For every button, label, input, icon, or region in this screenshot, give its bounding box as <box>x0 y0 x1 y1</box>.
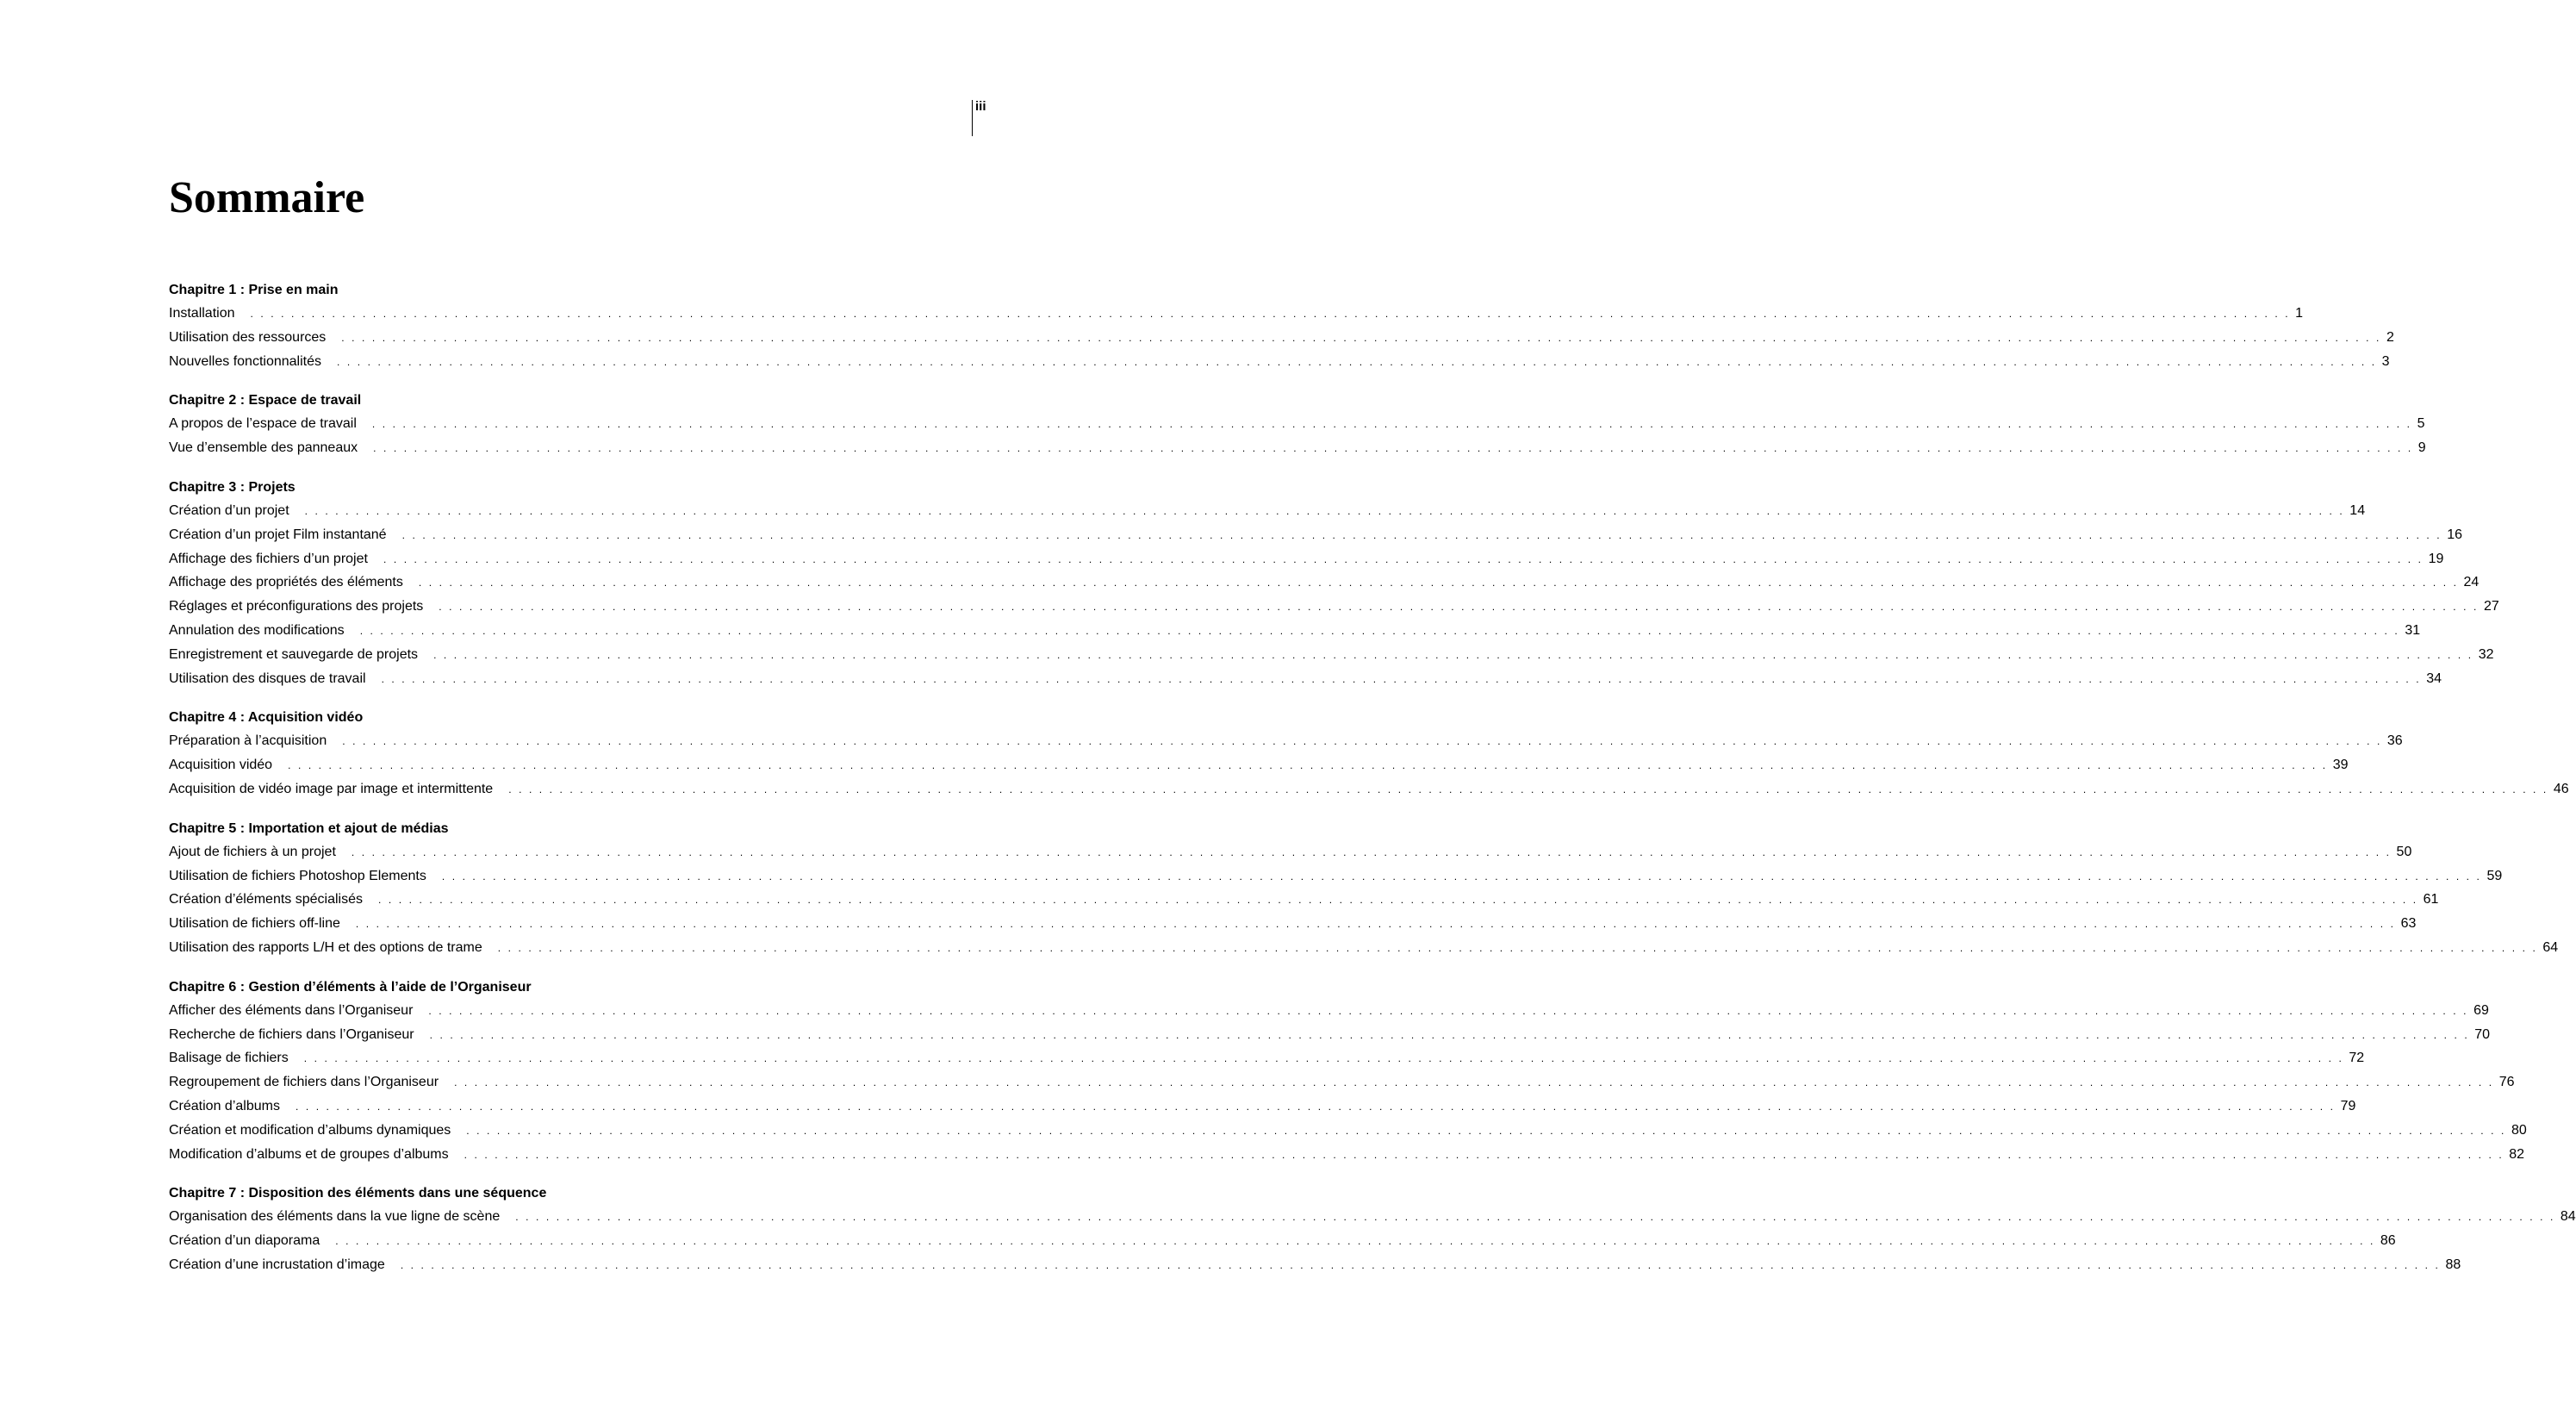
dot-leader: . . . . . . . . . . . . . . . . . . . . . . . . . . . . . . . . . . . . . . . . . . . . . . . . . . . . . . . . . . . . . . . . . . . . . . . . . . . . . . . . . . . . . . . . . . . . . . . . . . . . . . . . . . . . . . . . . . . . . . . . . . . . . . . . . . . . . . . . . . . . . . . . . . . . . . . . . . . . . . . . . . . . . . . . . . . . . . . . . . . . . . . . . . . . . . . . . . . . . . . . <box>441 870 2482 883</box>
toc-entry-page-number[interactable]: 72 <box>2349 1051 2365 1066</box>
page-title: Sommaire <box>169 173 365 222</box>
toc-entry-label[interactable]: Affichage des propriétés des éléments <box>169 575 403 590</box>
toc-entry-label[interactable]: Affichage des fichiers d’un projet <box>169 551 368 566</box>
toc-entry[interactable] <box>169 888 2439 912</box>
dot-leader: . . . . . . . . . . . . . . . . . . . . . . . . . . . . . . . . . . . . . . . . . . . . . . . . . . . . . . . . . . . . . . . . . . . . . . . . . . . . . . . . . . . . . . . . . . . . . . . . . . . . . . . . . . . . . . . . . . . . . . . . . . . . . . . . . . . . . . . . . . . . . . . . . . . . . . . . . . . . . . . . . . . . . . . . . . . . . . . . . . . . . . . . . . . . . . . . . . . . . . . . <box>378 894 2418 907</box>
toc-entry-page-number[interactable]: 70 <box>2474 1026 2491 1042</box>
toc-entry-label[interactable]: Modification d’albums et de groupes d’albums <box>169 1146 449 1162</box>
toc-entry-label[interactable]: Utilisation des rapports L/H et des options de trame <box>169 939 482 955</box>
toc-entry[interactable] <box>169 643 2494 667</box>
toc-entry[interactable] <box>169 1119 2527 1143</box>
dot-leader: . . . . . . . . . . . . . . . . . . . . . . . . . . . . . . . . . . . . . . . . . . . . . . . . . . . . . . . . . . . . . . . . . . . . . . . . . . . . . . . . . . . . . . . . . . . . . . . . . . . . . . . . . . . . . . . . . . . . . . . . . . . . . . . . . . . . . . . . . . . . . . . . . . . . . . . . . . . . . . . . . . . . . . . . . . . . . . . . . . . . . . . . . . . . . . . . . . . . . . . . <box>288 759 2328 772</box>
dot-leader: . . . . . . . . . . . . . . . . . . . . . . . . . . . . . . . . . . . . . . . . . . . . . . . . . . . . . . . . . . . . . . . . . . . . . . . . . . . . . . . . . . . . . . . . . . . . . . . . . . . . . . . . . . . . . . . . . . . . . . . . . . . . . . . . . . . . . . . . . . . . . . . . . . . . . . . . . . . . . . . . . . . . . . . . . . . . . . . . . . . . . . . . . . . . . . . . . . . . . . . . <box>383 552 2424 565</box>
toc-entry-label[interactable]: Création d’albums <box>169 1098 280 1113</box>
toc-entry-label[interactable]: Réglages et préconfigurations des projets <box>169 599 424 614</box>
toc-entry-page-number[interactable]: 16 <box>2447 527 2463 542</box>
toc-entry-page-number[interactable]: 3 <box>2381 353 2390 369</box>
toc-entry-label[interactable]: Utilisation de fichiers off-line <box>169 916 340 932</box>
toc-entry[interactable] <box>169 302 2304 326</box>
toc-entry[interactable] <box>169 595 2499 619</box>
toc-entry[interactable] <box>169 667 2442 691</box>
chapter-title[interactable]: Chapitre 2 : Espace de travail <box>169 393 362 409</box>
toc-entry[interactable] <box>169 350 2390 374</box>
toc-chapter <box>169 390 2426 460</box>
table-of-contents <box>169 279 2576 1294</box>
toc-entry-label[interactable]: Vue d’ensemble des panneaux <box>169 440 358 456</box>
toc-entry[interactable] <box>169 1070 2515 1095</box>
toc-entry[interactable] <box>169 326 2394 350</box>
dot-leader: . . . . . . . . . . . . . . . . . . . . . . . . . . . . . . . . . . . . . . . . . . . . . . . . . . . . . . . . . . . . . . . . . . . . . . . . . . . . . . . . . . . . . . . . . . . . . . . . . . . . . . . . . . . . . . . . . . . . . . . . . . . . . . . . . . . . . . . . . . . . . . . . . . . . . . . . . . . . . . . . . . . . . . . . . . . . . . . . . . . . . . . . . . . . . . . . . . . . . . . . <box>515 1211 2555 1224</box>
toc-entry-page-number[interactable]: 32 <box>2478 646 2494 662</box>
toc-entry-label[interactable]: Création d’un projet <box>169 502 289 518</box>
toc-entry-label[interactable]: Enregistrement et sauvegarde de projets <box>169 646 419 662</box>
chapter-title[interactable]: Chapitre 3 : Projets <box>169 479 296 495</box>
toc-entry-page-number[interactable]: 2 <box>2386 329 2394 345</box>
toc-entry-label[interactable]: Nouvelles fonctionnalités <box>169 353 321 369</box>
toc-chapter <box>169 477 2499 690</box>
toc-entry-page-number[interactable]: 84 <box>2560 1209 2576 1225</box>
toc-chapter <box>169 818 2559 960</box>
toc-entry-page-number[interactable]: 39 <box>2332 758 2349 773</box>
toc-entry-page-number[interactable]: 63 <box>2400 916 2417 932</box>
dot-leader: . . . . . . . . . . . . . . . . . . . . . . . . . . . . . . . . . . . . . . . . . . . . . . . . . . . . . . . . . . . . . . . . . . . . . . . . . . . . . . . . . . . . . . . . . . . . . . . . . . . . . . . . . . . . . . . . . . . . . . . . . . . . . . . . . . . . . . . . . . . . . . . . . . . . . . . . . . . . . . . . . . . . . . . . . . . . . . . . . . . . . . . . . . . . . . . . . . . . . . . . <box>497 941 2538 954</box>
toc-entry[interactable] <box>169 840 2412 864</box>
dot-leader: . . . . . . . . . . . . . . . . . . . . . . . . . . . . . . . . . . . . . . . . . . . . . . . . . . . . . . . . . . . . . . . . . . . . . . . . . . . . . . . . . . . . . . . . . . . . . . . . . . . . . . . . . . . . . . . . . . . . . . . . . . . . . . . . . . . . . . . . . . . . . . . . . . . . . . . . . . . . . . . . . . . . . . . . . . . . . . . . . . . . . . . . . . . . . . . . . . . . . . . . <box>250 308 2291 320</box>
dot-leader: . . . . . . . . . . . . . . . . . . . . . . . . . . . . . . . . . . . . . . . . . . . . . . . . . . . . . . . . . . . . . . . . . . . . . . . . . . . . . . . . . . . . . . . . . . . . . . . . . . . . . . . . . . . . . . . . . . . . . . . . . . . . . . . . . . . . . . . . . . . . . . . . . . . . . . . . . . . . . . . . . . . . . . . . . . . . . . . . . . . . . . . . . . . . . . . . . . . . . . . . <box>439 601 2479 614</box>
toc-chapter <box>169 279 2394 373</box>
chapter-title[interactable]: Chapitre 7 : Disposition des éléments dans une séquence <box>169 1186 547 1201</box>
toc-entry-label[interactable]: Création d’une incrustation d’image <box>169 1257 385 1272</box>
toc-entry-label[interactable]: Balisage de fichiers <box>169 1051 289 1066</box>
toc-entry[interactable] <box>169 436 2426 460</box>
toc-entry[interactable] <box>169 412 2425 436</box>
dot-leader: . . . . . . . . . . . . . . . . . . . . . . . . . . . . . . . . . . . . . . . . . . . . . . . . . . . . . . . . . . . . . . . . . . . . . . . . . . . . . . . . . . . . . . . . . . . . . . . . . . . . . . . . . . . . . . . . . . . . . . . . . . . . . . . . . . . . . . . . . . . . . . . . . . . . . . . . . . . . . . . . . . . . . . . . . . . . . . . . . . . . . . . . . . . . . . . . . . . . . . . . <box>429 1028 2470 1041</box>
toc-entry-page-number[interactable]: 5 <box>2417 416 2425 432</box>
toc-entry[interactable] <box>169 999 2489 1023</box>
dot-leader: . . . . . . . . . . . . . . . . . . . . . . . . . . . . . . . . . . . . . . . . . . . . . . . . . . . . . . . . . . . . . . . . . . . . . . . . . . . . . . . . . . . . . . . . . . . . . . . . . . . . . . . . . . . . . . . . . . . . . . . . . . . . . . . . . . . . . . . . . . . . . . . . . . . . . . . . . . . . . . . . . . . . . . . . . . . . . . . . . . . . . . . . . . . . . . . . . . . . . . . . <box>342 735 2382 748</box>
toc-entry-page-number[interactable]: 9 <box>2417 440 2426 456</box>
dot-leader: . . . . . . . . . . . . . . . . . . . . . . . . . . . . . . . . . . . . . . . . . . . . . . . . . . . . . . . . . . . . . . . . . . . . . . . . . . . . . . . . . . . . . . . . . . . . . . . . . . . . . . . . . . . . . . . . . . . . . . . . . . . . . . . . . . . . . . . . . . . . . . . . . . . . . . . . . . . . . . . . . . . . . . . . . . . . . . . . . . . . . . . . . . . . . . . . . . . . . . . . <box>466 1124 2506 1137</box>
dot-leader: . . . . . . . . . . . . . . . . . . . . . . . . . . . . . . . . . . . . . . . . . . . . . . . . . . . . . . . . . . . . . . . . . . . . . . . . . . . . . . . . . . . . . . . . . . . . . . . . . . . . . . . . . . . . . . . . . . . . . . . . . . . . . . . . . . . . . . . . . . . . . . . . . . . . . . . . . . . . . . . . . . . . . . . . . . . . . . . . . . . . . . . . . . . . . . . . . . . . . . . . <box>295 1100 2336 1113</box>
dot-leader: . . . . . . . . . . . . . . . . . . . . . . . . . . . . . . . . . . . . . . . . . . . . . . . . . . . . . . . . . . . . . . . . . . . . . . . . . . . . . . . . . . . . . . . . . . . . . . . . . . . . . . . . . . . . . . . . . . . . . . . . . . . . . . . . . . . . . . . . . . . . . . . . . . . . . . . . . . . . . . . . . . . . . . . . . . . . . . . . . . . . . . . . . . . . . . . . . . . . . . . . <box>454 1076 2494 1089</box>
toc-entry-label[interactable]: Utilisation des disques de travail <box>169 670 366 686</box>
toc-entry-label[interactable]: Regroupement de fichiers dans l’Organiseur <box>169 1075 439 1090</box>
dot-leader: . . . . . . . . . . . . . . . . . . . . . . . . . . . . . . . . . . . . . . . . . . . . . . . . . . . . . . . . . . . . . . . . . . . . . . . . . . . . . . . . . . . . . . . . . . . . . . . . . . . . . . . . . . . . . . . . . . . . . . . . . . . . . . . . . . . . . . . . . . . . . . . . . . . . . . . . . . . . . . . . . . . . . . . . . . . . . . . . . . . . . . . . . . . . . . . . . . . . . . . . <box>359 624 2400 637</box>
toc-entry[interactable] <box>169 571 2480 595</box>
toc-entry-page-number[interactable]: 80 <box>2511 1122 2527 1138</box>
dot-leader: . . . . . . . . . . . . . . . . . . . . . . . . . . . . . . . . . . . . . . . . . . . . . . . . . . . . . . . . . . . . . . . . . . . . . . . . . . . . . . . . . . . . . . . . . . . . . . . . . . . . . . . . . . . . . . . . . . . . . . . . . . . . . . . . . . . . . . . . . . . . . . . . . . . . . . . . . . . . . . . . . . . . . . . . . . . . . . . . . . . . . . . . . . . . . . . . . . . . . . . . <box>304 504 2345 517</box>
dot-leader: . . . . . . . . . . . . . . . . . . . . . . . . . . . . . . . . . . . . . . . . . . . . . . . . . . . . . . . . . . . . . . . . . . . . . . . . . . . . . . . . . . . . . . . . . . . . . . . . . . . . . . . . . . . . . . . . . . . . . . . . . . . . . . . . . . . . . . . . . . . . . . . . . . . . . . . . . . . . . . . . . . . . . . . . . . . . . . . . . . . . . . . . . . . . . . . . . . . . . . . . <box>400 1258 2441 1271</box>
dot-leader: . . . . . . . . . . . . . . . . . . . . . . . . . . . . . . . . . . . . . . . . . . . . . . . . . . . . . . . . . . . . . . . . . . . . . . . . . . . . . . . . . . . . . . . . . . . . . . . . . . . . . . . . . . . . . . . . . . . . . . . . . . . . . . . . . . . . . . . . . . . . . . . . . . . . . . . . . . . . . . . . . . . . . . . . . . . . . . . . . . . . . . . . . . . . . . . . . . . . . . . . <box>373 442 2413 455</box>
dot-leader: . . . . . . . . . . . . . . . . . . . . . . . . . . . . . . . . . . . . . . . . . . . . . . . . . . . . . . . . . . . . . . . . . . . . . . . . . . . . . . . . . . . . . . . . . . . . . . . . . . . . . . . . . . . . . . . . . . . . . . . . . . . . . . . . . . . . . . . . . . . . . . . . . . . . . . . . . . . . . . . . . . . . . . . . . . . . . . . . . . . . . . . . . . . . . . . . . . . . . . . . <box>351 845 2392 858</box>
toc-entry[interactable] <box>169 1143 2525 1167</box>
toc-entry-page-number[interactable]: 24 <box>2463 575 2480 590</box>
dot-leader: . . . . . . . . . . . . . . . . . . . . . . . . . . . . . . . . . . . . . . . . . . . . . . . . . . . . . . . . . . . . . . . . . . . . . . . . . . . . . . . . . . . . . . . . . . . . . . . . . . . . . . . . . . . . . . . . . . . . . . . . . . . . . . . . . . . . . . . . . . . . . . . . . . . . . . . . . . . . . . . . . . . . . . . . . . . . . . . . . . . . . . . . . . . . . . . . . . . . . . . . <box>401 528 2442 541</box>
dot-leader: . . . . . . . . . . . . . . . . . . . . . . . . . . . . . . . . . . . . . . . . . . . . . . . . . . . . . . . . . . . . . . . . . . . . . . . . . . . . . . . . . . . . . . . . . . . . . . . . . . . . . . . . . . . . . . . . . . . . . . . . . . . . . . . . . . . . . . . . . . . . . . . . . . . . . . . . . . . . . . . . . . . . . . . . . . . . . . . . . . . . . . . . . . . . . . . . . . . . . . . . <box>464 1148 2504 1161</box>
toc-entry-label[interactable]: Préparation à l’acquisition <box>169 733 327 749</box>
toc-entry[interactable] <box>169 912 2417 936</box>
toc-entry-label[interactable]: Utilisation des ressources <box>169 329 327 345</box>
toc-entry-label[interactable]: Organisation des éléments dans la vue ligne de scène <box>169 1209 501 1225</box>
toc-entry-label[interactable]: Création d’un diaporama <box>169 1233 320 1249</box>
dot-leader: . . . . . . . . . . . . . . . . . . . . . . . . . . . . . . . . . . . . . . . . . . . . . . . . . . . . . . . . . . . . . . . . . . . . . . . . . . . . . . . . . . . . . . . . . . . . . . . . . . . . . . . . . . . . . . . . . . . . . . . . . . . . . . . . . . . . . . . . . . . . . . . . . . . . . . . . . . . . . . . . . . . . . . . . . . . . . . . . . . . . . . . . . . . . . . . . . . . . . . . . <box>428 1004 2469 1017</box>
dot-leader: . . . . . . . . . . . . . . . . . . . . . . . . . . . . . . . . . . . . . . . . . . . . . . . . . . . . . . . . . . . . . . . . . . . . . . . . . . . . . . . . . . . . . . . . . . . . . . . . . . . . . . . . . . . . . . . . . . . . . . . . . . . . . . . . . . . . . . . . . . . . . . . . . . . . . . . . . . . . . . . . . . . . . . . . . . . . . . . . . . . . . . . . . . . . . . . . . . . . . . . . <box>381 672 2422 685</box>
toc-entry-page-number[interactable]: 19 <box>2428 551 2444 566</box>
dot-leader: . . . . . . . . . . . . . . . . . . . . . . . . . . . . . . . . . . . . . . . . . . . . . . . . . . . . . . . . . . . . . . . . . . . . . . . . . . . . . . . . . . . . . . . . . . . . . . . . . . . . . . . . . . . . . . . . . . . . . . . . . . . . . . . . . . . . . . . . . . . . . . . . . . . . . . . . . . . . . . . . . . . . . . . . . . . . . . . . . . . . . . . . . . . . . . . . . . . . . . . . <box>337 355 2377 368</box>
toc-entry[interactable] <box>169 1046 2365 1070</box>
toc-entry-label[interactable]: Afficher des éléments dans l’Organiseur <box>169 1002 414 1018</box>
toc-entry-label[interactable]: Utilisation de fichiers Photoshop Elements <box>169 868 426 883</box>
toc-entry-page-number[interactable]: 79 <box>2340 1098 2356 1113</box>
page-number: iii <box>975 99 986 114</box>
toc-entry[interactable] <box>169 619 2421 643</box>
toc-entry[interactable] <box>169 864 2503 889</box>
chapter-title[interactable]: Chapitre 1 : Prise en main <box>169 283 339 297</box>
chapter-title[interactable]: Chapitre 4 : Acquisition vidéo <box>169 710 364 726</box>
dot-leader: . . . . . . . . . . . . . . . . . . . . . . . . . . . . . . . . . . . . . . . . . . . . . . . . . . . . . . . . . . . . . . . . . . . . . . . . . . . . . . . . . . . . . . . . . . . . . . . . . . . . . . . . . . . . . . . . . . . . . . . . . . . . . . . . . . . . . . . . . . . . . . . . . . . . . . . . . . . . . . . . . . . . . . . . . . . . . . . . . . . . . . . . . . . . . . . . . . . . . . . . <box>433 648 2473 661</box>
toc-entry-page-number[interactable]: 31 <box>2405 622 2421 638</box>
page-number-rule <box>972 100 973 136</box>
toc-entry-page-number[interactable]: 69 <box>2473 1002 2489 1018</box>
toc-entry-label[interactable]: Installation <box>169 306 235 321</box>
chapter-title[interactable]: Chapitre 5 : Importation et ajout de médias <box>169 820 449 836</box>
chapter-title[interactable]: Chapitre 6 : Gestion d’éléments à l’aide de l’Organiseur <box>169 979 532 995</box>
dot-leader: . . . . . . . . . . . . . . . . . . . . . . . . . . . . . . . . . . . . . . . . . . . . . . . . . . . . . . . . . . . . . . . . . . . . . . . . . . . . . . . . . . . . . . . . . . . . . . . . . . . . . . . . . . . . . . . . . . . . . . . . . . . . . . . . . . . . . . . . . . . . . . . . . . . . . . . . . . . . . . . . . . . . . . . . . . . . . . . . . . . . . . . . . . . . . . . . . . . . . . . . <box>303 1052 2344 1065</box>
toc-entry[interactable] <box>169 1229 2396 1253</box>
toc-entry-label[interactable]: Création d’éléments spécialisés <box>169 892 363 907</box>
toc-entry[interactable] <box>169 777 2569 801</box>
toc-entry-label[interactable]: Création d’un projet Film instantané <box>169 527 387 542</box>
toc-entry-label[interactable]: Annulation des modifications <box>169 622 345 638</box>
toc-entry-page-number[interactable]: 59 <box>2486 868 2503 883</box>
toc-entry[interactable] <box>169 499 2366 523</box>
toc-entry[interactable] <box>169 523 2463 547</box>
toc-entry-label[interactable]: Création et modification d’albums dynamiques <box>169 1122 451 1138</box>
toc-entry-page-number[interactable]: 46 <box>2553 781 2569 796</box>
toc-entry-label[interactable]: Acquisition de vidéo image par image et intermittente <box>169 781 494 796</box>
dot-leader: . . . . . . . . . . . . . . . . . . . . . . . . . . . . . . . . . . . . . . . . . . . . . . . . . . . . . . . . . . . . . . . . . . . . . . . . . . . . . . . . . . . . . . . . . . . . . . . . . . . . . . . . . . . . . . . . . . . . . . . . . . . . . . . . . . . . . . . . . . . . . . . . . . . . . . . . . . . . . . . . . . . . . . . . . . . . . . . . . . . . . . . . . . . . . . . . . . . . . . . . <box>508 783 2548 795</box>
toc-entry-page-number[interactable]: 88 <box>2445 1257 2461 1272</box>
toc-entry-page-number[interactable]: 50 <box>2396 844 2412 859</box>
toc-entry[interactable] <box>169 1095 2356 1119</box>
toc-entry-label[interactable]: Recherche de fichiers dans l’Organiseur <box>169 1026 414 1042</box>
dot-leader: . . . . . . . . . . . . . . . . . . . . . . . . . . . . . . . . . . . . . . . . . . . . . . . . . . . . . . . . . . . . . . . . . . . . . . . . . . . . . . . . . . . . . . . . . . . . . . . . . . . . . . . . . . . . . . . . . . . . . . . . . . . . . . . . . . . . . . . . . . . . . . . . . . . . . . . . . . . . . . . . . . . . . . . . . . . . . . . . . . . . . . . . . . . . . . . . . . . . . . . . <box>341 331 2381 344</box>
toc-entry-page-number[interactable]: 36 <box>2386 733 2403 749</box>
toc-entry-page-number[interactable]: 14 <box>2349 502 2366 518</box>
toc-entry[interactable] <box>169 936 2559 960</box>
toc-entry[interactable] <box>169 1253 2461 1277</box>
toc-entry-page-number[interactable]: 34 <box>2426 670 2442 686</box>
toc-entry-page-number[interactable]: 82 <box>2509 1146 2525 1162</box>
toc-chapter <box>169 707 2569 801</box>
toc-entry[interactable] <box>169 729 2403 753</box>
dot-leader: . . . . . . . . . . . . . . . . . . . . . . . . . . . . . . . . . . . . . . . . . . . . . . . . . . . . . . . . . . . . . . . . . . . . . . . . . . . . . . . . . . . . . . . . . . . . . . . . . . . . . . . . . . . . . . . . . . . . . . . . . . . . . . . . . . . . . . . . . . . . . . . . . . . . . . . . . . . . . . . . . . . . . . . . . . . . . . . . . . . . . . . . . . . . . . . . . . . . . . . . <box>371 418 2412 431</box>
toc-entry[interactable] <box>169 547 2444 571</box>
toc-entry[interactable] <box>169 1205 2576 1229</box>
toc-entry-page-number[interactable]: 1 <box>2295 306 2304 321</box>
toc-entry[interactable] <box>169 753 2349 777</box>
toc-entry[interactable] <box>169 1023 2491 1047</box>
toc-entry-label[interactable]: A propos de l’espace de travail <box>169 416 357 432</box>
toc-entry-label[interactable]: Ajout de fichiers à un projet <box>169 844 336 859</box>
dot-leader: . . . . . . . . . . . . . . . . . . . . . . . . . . . . . . . . . . . . . . . . . . . . . . . . . . . . . . . . . . . . . . . . . . . . . . . . . . . . . . . . . . . . . . . . . . . . . . . . . . . . . . . . . . . . . . . . . . . . . . . . . . . . . . . . . . . . . . . . . . . . . . . . . . . . . . . . . . . . . . . . . . . . . . . . . . . . . . . . . . . . . . . . . . . . . . . . . . . . . . . . <box>355 918 2396 931</box>
toc-entry-page-number[interactable]: 64 <box>2542 939 2559 955</box>
toc-entry-page-number[interactable]: 61 <box>2423 892 2439 907</box>
toc-entry-page-number[interactable]: 86 <box>2380 1233 2396 1249</box>
dot-leader: . . . . . . . . . . . . . . . . . . . . . . . . . . . . . . . . . . . . . . . . . . . . . . . . . . . . . . . . . . . . . . . . . . . . . . . . . . . . . . . . . . . . . . . . . . . . . . . . . . . . . . . . . . . . . . . . . . . . . . . . . . . . . . . . . . . . . . . . . . . . . . . . . . . . . . . . . . . . . . . . . . . . . . . . . . . . . . . . . . . . . . . . . . . . . . . . . . . . . . . . <box>418 577 2459 589</box>
dot-leader: . . . . . . . . . . . . . . . . . . . . . . . . . . . . . . . . . . . . . . . . . . . . . . . . . . . . . . . . . . . . . . . . . . . . . . . . . . . . . . . . . . . . . . . . . . . . . . . . . . . . . . . . . . . . . . . . . . . . . . . . . . . . . . . . . . . . . . . . . . . . . . . . . . . . . . . . . . . . . . . . . . . . . . . . . . . . . . . . . . . . . . . . . . . . . . . . . . . . . . . . <box>335 1235 2375 1248</box>
toc-entry-page-number[interactable]: 27 <box>2483 599 2499 614</box>
toc-entry-label[interactable]: Acquisition vidéo <box>169 758 273 773</box>
toc-entry-page-number[interactable]: 76 <box>2498 1075 2515 1090</box>
toc-chapter <box>169 976 2527 1167</box>
toc-chapter <box>169 1182 2576 1276</box>
